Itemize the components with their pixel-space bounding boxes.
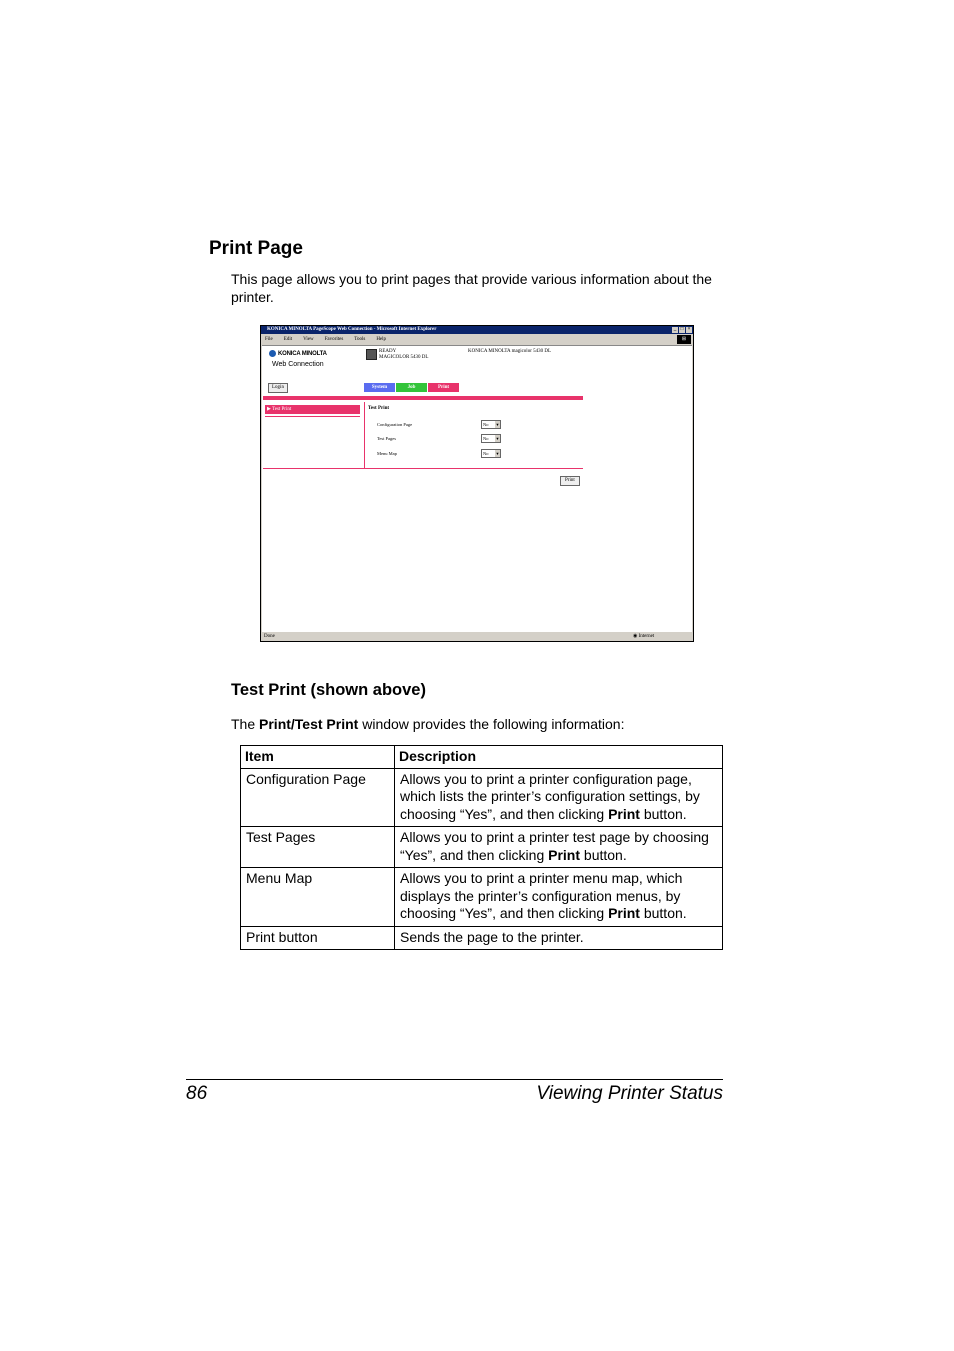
item-cell: Print button: [241, 926, 395, 950]
chevron-down-icon: ▼: [495, 451, 500, 456]
browser-viewport: [262, 345, 692, 632]
info-table: [240, 745, 723, 950]
item-cell: Test Pages: [241, 827, 395, 868]
header-description: Description: [395, 746, 723, 769]
test-pages-select[interactable]: No ▼: [483, 436, 500, 441]
printer-icon: [366, 349, 377, 360]
table-header-row: [241, 746, 723, 769]
row-label-test-pages: Test Pages: [377, 436, 397, 441]
lead-sentence: The Print/Test Print window provides the following information:: [231, 716, 625, 732]
row-label-configuration-page: Configuration Page: [377, 422, 413, 427]
section-title: Print Page: [209, 238, 303, 259]
tab-job[interactable]: Job: [396, 383, 427, 392]
configuration-page-select[interactable]: No ▼: [483, 422, 500, 427]
sidebar-item-test-print[interactable]: ▶ Test Print: [265, 405, 360, 414]
menu-view[interactable]: View: [303, 337, 314, 342]
description-cell: Allows you to print a printer menu map, which displays the printer’s configuration menus, by choosing “Yes”, and then clicking Print button.: [395, 868, 723, 927]
footer-rule: [186, 1079, 723, 1080]
menu-help[interactable]: Help: [376, 337, 387, 342]
row-label-menu-map: Menu Map: [377, 451, 397, 456]
subsection-title: Test Print (shown above): [231, 681, 426, 699]
chevron-down-icon: ▼: [495, 422, 500, 427]
konica-logo-icon: [269, 350, 276, 357]
table-row: [241, 868, 723, 927]
item-cell: Configuration Page: [241, 768, 395, 827]
form-bottom-divider: [263, 468, 583, 469]
maximize-icon[interactable]: □: [680, 327, 684, 332]
description-cell: Sends the page to the printer.: [395, 926, 723, 950]
windows-logo-icon: ⊞: [677, 335, 691, 344]
tab-print[interactable]: Print: [428, 383, 459, 392]
menu-bar: [261, 335, 693, 344]
status-done: Done: [264, 634, 275, 639]
page-number: 86: [186, 1083, 208, 1104]
menu-edit[interactable]: Edit: [283, 337, 293, 342]
printer-model: KONICA MINOLTA magicolor 5430 DL: [468, 349, 552, 354]
chapter-title: Viewing Printer Status: [536, 1083, 723, 1104]
chevron-down-icon: ▼: [495, 436, 500, 441]
printer-status: READY MAGICOLOR 5430 DL: [379, 349, 429, 360]
login-button[interactable]: Login: [268, 383, 288, 393]
print-button[interactable]: Print: [560, 476, 580, 486]
screenshot-window: [260, 325, 694, 642]
panel-title: Test Print: [368, 406, 390, 411]
menu-map-select[interactable]: No ▼: [483, 451, 500, 456]
nav-tabs: [364, 383, 459, 392]
product-name: Web Connection: [272, 361, 324, 368]
brand-logo: KONICA MINOLTA: [269, 350, 327, 357]
item-cell: Menu Map: [241, 868, 395, 927]
menu-tools[interactable]: Tools: [354, 337, 366, 342]
description-cell: Allows you to print a printer configuration page, which lists the printer’s configuration settings, by choosing “Yes”, and then clicking Print button.: [395, 768, 723, 827]
window-titlebar: [261, 326, 693, 334]
menu-file[interactable]: File: [265, 337, 273, 342]
window-title: KONICA MINOLTA PageScope Web Connection - Microsoft Internet Explorer: [267, 327, 437, 332]
intro-paragraph: This page allows you to print pages that provide various information about the printer.: [231, 271, 712, 305]
browser-status-bar: [261, 632, 693, 641]
close-icon[interactable]: ×: [687, 327, 691, 332]
menu-favorites[interactable]: Favorites: [324, 337, 344, 342]
description-cell: Allows you to print a printer test page by choosing “Yes”, and then clicking Print button.: [395, 827, 723, 868]
table-row: [241, 827, 723, 868]
minimize-icon[interactable]: _: [673, 327, 677, 332]
table-row: [241, 768, 723, 827]
status-zone: ◉ Internet: [633, 634, 655, 639]
content-divider: [364, 402, 365, 468]
sidebar-divider: [265, 416, 360, 417]
header-item: Item: [241, 746, 395, 769]
header-divider: [263, 396, 583, 400]
window-controls: [672, 327, 692, 333]
tab-system[interactable]: System: [364, 383, 395, 392]
table-row: [241, 926, 723, 950]
